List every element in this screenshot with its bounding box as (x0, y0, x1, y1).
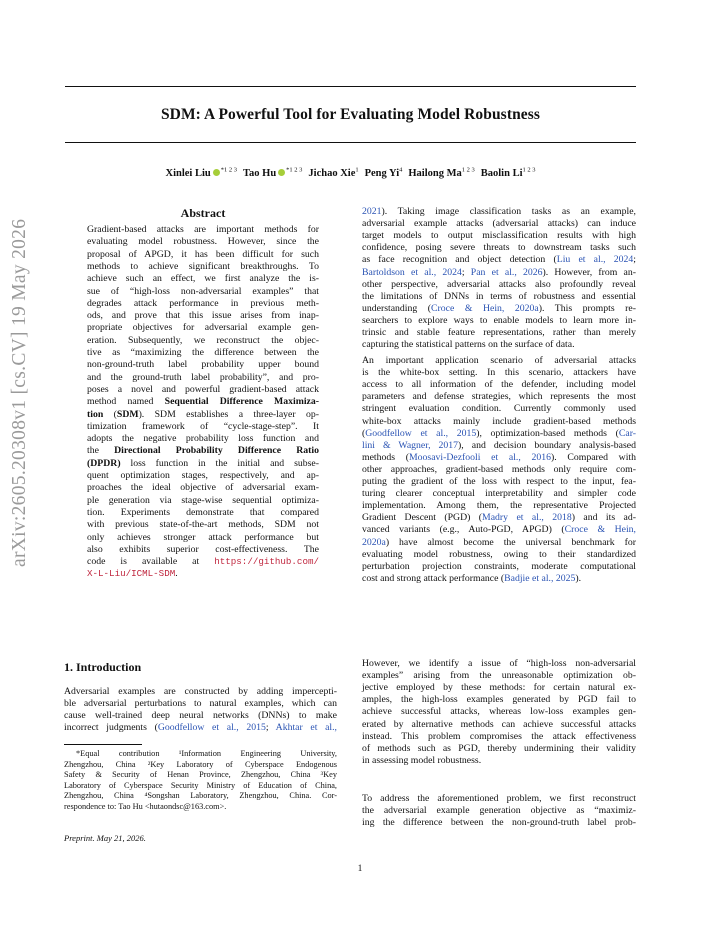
text-line: X-L-Liu/ICML-SDM. (87, 568, 178, 580)
text-line: (DPDR) loss function in the initial and subse- (87, 457, 319, 469)
author-name: Baolin $Li^{1 2 3}$ (480, 166, 536, 179)
citation-link[interactable]: 2021 (362, 206, 382, 217)
text-line: as face recognition and object detection (Liu et al., 2024; (362, 254, 636, 266)
footnote-line: *Equal contribution ¹Information Engineering University, (76, 749, 337, 758)
text-line: lini & Wagner, 2017), and decision boundary analysis-based (362, 439, 637, 451)
text-line: eration. Subsequently, we reconstruct the objec- (87, 334, 319, 346)
text-line: Gradient-based attacks are important methods for (87, 224, 319, 235)
text-line: (Goodfellow et al., 2015), optimization-based methods (Car- (362, 427, 636, 439)
citation-link[interactable]: Croce & Hein, 2020a (431, 302, 539, 314)
author-name: Hailong $Ma^{1 2 3}$ (408, 166, 475, 179)
text-line: method named Sequential Difference Maximiza- (87, 396, 319, 408)
code-link[interactable]: X-L-Liu/ICML-SDM (87, 568, 176, 580)
text-line: tion (SDM). SDM establishes a three-layer op- (87, 408, 320, 420)
text-line: methods to achieve significant breakthroughs. To (87, 260, 319, 272)
text-line: ods, and prove that this issue arises from inap- (87, 310, 319, 322)
text-line: propriate objectives for adversarial example gen- (87, 322, 319, 334)
text-line: evaluating model robustness. However, since the (87, 236, 319, 248)
text-line: other approaches, gradient-based methods only require com- (362, 463, 636, 475)
text-line: Bartoldson et al., 2024; Pan et al., 2026). However, from an- (362, 266, 636, 278)
text-line: trinsic and stable feature representations, rather than merely (362, 327, 636, 338)
text-line: Adversarial examples are constructed by adding impercepti- (64, 686, 337, 697)
text-line: achieve successful attacks, whereas low-loss examples gen- (362, 706, 636, 718)
author-name: Xinlei Liu $^{*1 2 3}$ (165, 166, 237, 179)
text-line: searchers to explore ways to enable models to learn more in- (362, 314, 636, 326)
text-line: stringent evaluation condition. Currently commonly used (362, 403, 636, 415)
text-line: the adversarial example generation objective as “maximiz- (362, 805, 636, 817)
text-line: only achieves stronger attack performance but (87, 531, 319, 543)
text-line: amples, the high-loss examples generated by PGD fail to (362, 694, 636, 706)
introduction-heading: 1. Introduction (64, 660, 142, 674)
text-line: proposal of APGD, it has been difficult for such (87, 248, 319, 260)
citation-link[interactable]: Croce & Hein, (564, 524, 636, 536)
author-list (65, 166, 636, 179)
text-line: To address the aforementioned problem, we first reconstruct (362, 793, 636, 804)
title-bottom-rule (65, 142, 636, 143)
citation-link[interactable]: Madry et al., 2018 (482, 512, 572, 524)
author-name: Jichao Xie$^1$ (308, 166, 359, 179)
text-line: is the white-box setting. In this scenario, attackers have (362, 367, 636, 379)
footnote-line: Zhengzhou, China ⁴Songshan Laboratory, Zhengzhou, China. Cor- (64, 791, 337, 801)
paper-title: SDM: A Powerful Tool for Evaluating Model Robustness (160, 106, 541, 123)
text-line: sue of “high-loss non-adversarial examples” that (87, 285, 319, 297)
text-line: evaluating model robustness, owing to their standardized (362, 548, 636, 560)
citation-link[interactable]: Akhtar et al., (275, 722, 337, 734)
text-line: non-ground-truth label probability upper bound (87, 359, 319, 371)
preprint-date: Preprint. May 21, 2026. (64, 833, 146, 843)
citation-link[interactable]: Bartoldson et al., 2024 (362, 266, 462, 278)
text-line: 2020a) have almost become the universal benchmark for (362, 536, 636, 548)
text-line: puting the gradient of the loss with respect to the input, fea- (362, 476, 636, 487)
text-line: capturing the statistical patterns on the surface of data. (362, 339, 575, 351)
text-line: proaches the ideal objective of adversarial exam- (87, 482, 319, 494)
orcid-icon[interactable] (213, 169, 220, 176)
text-line: of methods such as PGD, thereby undermining their validity (362, 742, 636, 754)
footnote-line: Zhengzhou, China ²Key Laboratory of Cyberspace Endogenous (64, 759, 337, 769)
text-line: access to all information of the defender, including model (362, 379, 636, 391)
footnote-line: respondence to: Tao Hu <hutaondsc@163.com>. (64, 802, 227, 811)
text-line: the Directional Probability Difference Ratio (87, 445, 320, 457)
text-line: in assessing model robustness. (362, 754, 482, 766)
text-line: However, we identify a issue of “high-loss non-adversarial (362, 658, 636, 669)
text-line: target models to output misclassification results with high (362, 230, 636, 242)
text-line: ble adversarial perturbations to natural examples, which can (64, 698, 337, 710)
text-line: cause well-trained deep neural networks (DNNs) to make (64, 710, 337, 722)
arxiv-stamp: arXiv:2605.20308v1 [cs.CV] 19 May 2026 (9, 218, 30, 567)
citation-link[interactable]: Goodfellow et al., 2015 (365, 427, 477, 439)
text-line: white-box attacks mainly include gradient-based methods (362, 415, 636, 427)
text-line: the limitations of DNNs in terms of robustness and essential (362, 290, 636, 302)
text-line: cost and strong attack performance (Badjie et al., 2025). (362, 572, 582, 584)
text-line: 2021). Taking image classification tasks as an example, (362, 206, 636, 217)
text-line: adopts the negative probability loss function and (87, 433, 319, 445)
title-top-rule (65, 86, 636, 87)
text-line: implementation. Among them, the representative Projected (362, 500, 636, 512)
text-line: and the ground-truth label probability”, and pro- (87, 371, 319, 383)
text-line: other perspective, adversarial attacks also profoundly reveal (362, 278, 636, 290)
citation-link[interactable]: 2020a (362, 536, 386, 548)
text-line: incorrect judgments (Goodfellow et al., 2015; Akhtar et al., (64, 722, 337, 734)
text-line: with previous state-of-the-art methods, SDM not (87, 519, 319, 531)
text-line: methods (Moosavi-Dezfooli et al., 2016). Compared with (362, 451, 636, 463)
page-number: 1 (357, 864, 363, 874)
orcid-icon[interactable] (278, 169, 285, 176)
citation-link[interactable]: lini & Wagner, 2017 (362, 439, 459, 451)
text-line: code is available at https://github.com/ (87, 556, 319, 568)
text-line: examples” arising from the unreasonable optimization ob- (362, 670, 636, 682)
text-line: perturbation projection constraints, moderate computational (362, 560, 636, 572)
text-line: tion. Experiments demonstrate that compared (87, 506, 319, 518)
code-link[interactable]: https://github.com/ (214, 556, 319, 568)
citation-link[interactable]: Liu et al., 2024 (556, 254, 634, 266)
citation-link[interactable]: Car- (618, 427, 636, 439)
footnote-rule (64, 744, 142, 745)
text-line: degrades attack performance in previous meth- (87, 297, 319, 309)
author-name: Peng Yi$^4$ (364, 166, 403, 179)
text-line: vanced variants (e.g., Auto-PGD, APGD) (Croce & Hein, (362, 524, 636, 536)
text-line: understanding (Croce & Hein, 2020a). This prompts re- (362, 302, 636, 314)
text-line: Gradient Descent (PGD) (Madry et al., 2018) and its ad- (362, 512, 636, 524)
citation-link[interactable]: Pan et al., 2026 (470, 266, 543, 278)
text-line: timization framework of “cycle-stage-step”. It (87, 420, 319, 432)
footnote-line: Safety & Security of Henan Province, Zhengzhou, China ³Key (64, 770, 337, 780)
footnote-line: Laboratory of Cyberspace Security Ministry of Education of China, (64, 780, 337, 790)
text-line: erated by alternative methods can achieve successful attacks (362, 718, 636, 730)
text-line: instead. This problem compromises the attack effectiveness (362, 730, 636, 742)
author-name: Tao Hu $^{*1 2 3}$ (242, 166, 303, 179)
text-line: An important application scenario of adversarial attacks (362, 355, 636, 366)
text-line: adversarial example attacks (adversarial attacks) can induce (362, 218, 636, 230)
text-line: ple generation via stage-wise sequential optimiza- (87, 494, 319, 506)
citation-link[interactable]: Badjie et al., 2025 (504, 572, 576, 584)
text-line: quent optimization stages, respectively, and ap- (87, 470, 319, 481)
text-line: parameters and defense strategies, which represents the most (362, 391, 636, 403)
text-line: tive as “maximizing the difference between the (87, 347, 319, 358)
abstract-heading: Abstract (180, 206, 226, 220)
text-line: ing the difference between the non-ground-truth label prob- (362, 817, 636, 829)
text-line: also exhibits superior cost-effectiveness. The (87, 543, 319, 555)
citation-link[interactable]: Moosavi-Dezfooli et al., 2016 (408, 451, 551, 463)
citation-link[interactable]: Goodfellow et al., 2015 (157, 722, 266, 734)
text-line: achieve such an effect, we first analyze the is- (87, 273, 319, 285)
text-line: poses a novel and powerful gradient-based attack (87, 383, 319, 395)
text-line: jective employed by these methods: for certain natural ex- (362, 682, 636, 694)
text-line: confidence, posing severe threats to downstream tasks such (362, 242, 636, 254)
text-line: turing clearer conceptual interpretability and simpler code (362, 488, 636, 500)
